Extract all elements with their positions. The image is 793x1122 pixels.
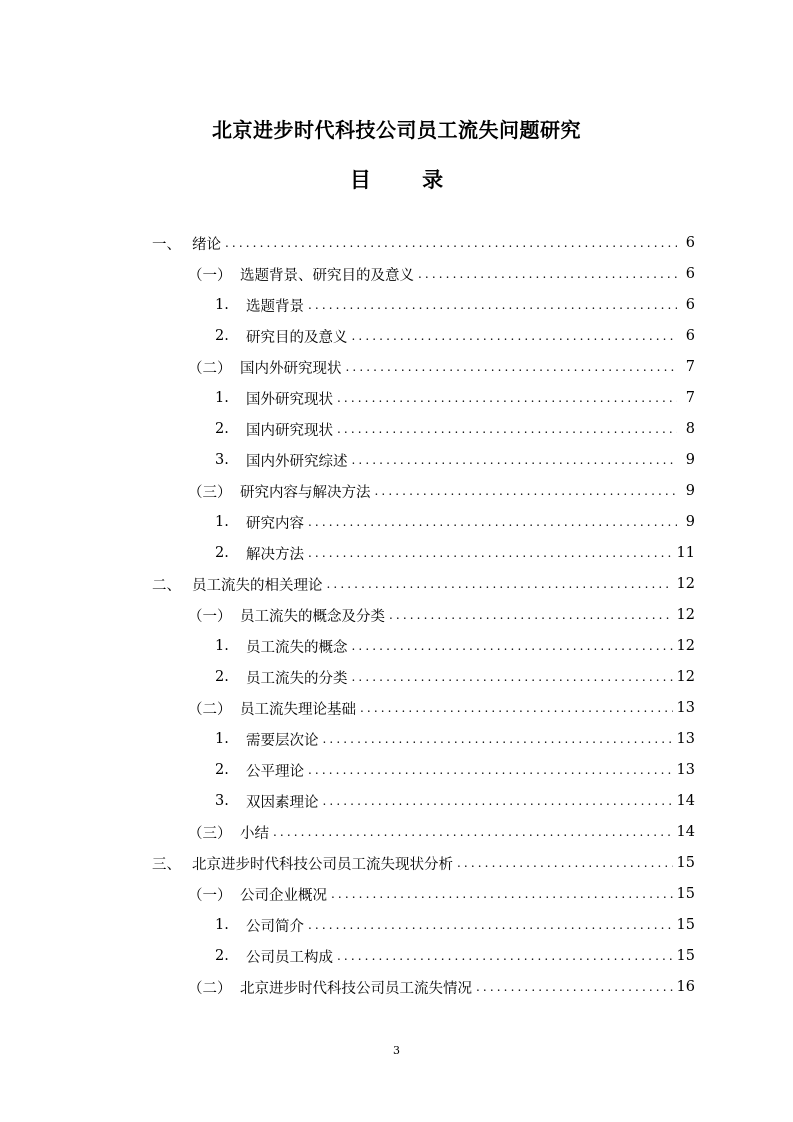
toc-entry-title: 公平理论 bbox=[246, 763, 304, 780]
toc-leader-dots bbox=[476, 980, 673, 994]
toc-entry-number: 1. bbox=[215, 731, 229, 747]
toc-entry-number: 2. bbox=[215, 948, 229, 964]
toc-entry-title: 研究内容与解决方法 bbox=[240, 484, 371, 501]
toc-entry-number: （二） bbox=[188, 701, 232, 718]
toc-entry-number: （二） bbox=[188, 360, 232, 377]
toc-entry-title: 员工流失的概念 bbox=[246, 639, 348, 656]
page-number: 3 bbox=[393, 1044, 400, 1057]
toc-entry-title: 研究内容 bbox=[246, 515, 304, 532]
toc-entry-number: 2. bbox=[215, 545, 229, 561]
toc-entry[interactable] bbox=[188, 479, 695, 503]
toc-entry-title: 员工流失理论基础 bbox=[240, 701, 356, 718]
toc-entry-page: 15 bbox=[676, 917, 695, 933]
toc-entry-number: 一、 bbox=[152, 236, 181, 253]
toc-entry[interactable] bbox=[188, 696, 695, 720]
toc-entry-title: 选题背景 bbox=[246, 298, 304, 315]
toc-heading: 目 录 bbox=[349, 168, 466, 192]
toc-entry-page: 13 bbox=[676, 762, 695, 778]
toc-entry-number: 1. bbox=[215, 514, 229, 530]
toc-entry-page: 11 bbox=[676, 545, 695, 561]
toc-entry-title: 员工流失的分类 bbox=[246, 670, 348, 687]
toc-entry-page: 16 bbox=[676, 979, 695, 995]
toc-entry-number: 2. bbox=[215, 421, 229, 437]
toc-entry-title: 解决方法 bbox=[246, 546, 304, 563]
toc-entry-page: 12 bbox=[676, 576, 695, 592]
toc-entry-page: 9 bbox=[685, 514, 695, 530]
toc-entry[interactable] bbox=[215, 324, 695, 348]
toc-entry-page: 13 bbox=[676, 731, 695, 747]
toc-entry-number: 1. bbox=[215, 390, 229, 406]
toc-entry-title: 绪论 bbox=[192, 236, 221, 253]
toc-entry-title: 选题背景、研究目的及意义 bbox=[240, 267, 414, 284]
toc-entry-title: 公司简介 bbox=[246, 918, 304, 935]
toc-entry-page: 9 bbox=[685, 483, 695, 499]
toc-leader-dots bbox=[308, 298, 677, 312]
toc-entry[interactable] bbox=[215, 417, 695, 441]
toc-entry-number: 2. bbox=[215, 669, 229, 685]
toc-entry[interactable] bbox=[215, 727, 695, 751]
toc-entry-page: 15 bbox=[676, 886, 695, 902]
toc-entry-page: 7 bbox=[685, 390, 695, 406]
toc-leader-dots bbox=[352, 329, 678, 343]
toc-entry[interactable] bbox=[215, 448, 695, 472]
toc-leader-dots bbox=[323, 794, 673, 808]
toc-entry-number: （一） bbox=[188, 267, 232, 284]
toc-entry-title: 国外研究现状 bbox=[246, 391, 333, 408]
toc-entry-number: 2. bbox=[215, 762, 229, 778]
toc-entry-page: 6 bbox=[685, 266, 695, 282]
toc-entry[interactable] bbox=[188, 355, 695, 379]
toc-entry-title: 员工流失的相关理论 bbox=[192, 577, 323, 594]
toc-entry-number: 3. bbox=[215, 793, 229, 809]
toc-entry-page: 14 bbox=[676, 824, 695, 840]
toc-entry[interactable] bbox=[215, 758, 695, 782]
toc-entry-title: 员工流失的概念及分类 bbox=[240, 608, 385, 625]
toc-entry-page: 14 bbox=[676, 793, 695, 809]
toc-leader-dots bbox=[346, 360, 678, 374]
toc-entry-number: 1. bbox=[215, 638, 229, 654]
toc-entry-page: 12 bbox=[676, 638, 695, 654]
toc-entry-number: 二、 bbox=[152, 577, 181, 594]
toc-entry[interactable] bbox=[188, 820, 695, 844]
toc-entry-number: 三、 bbox=[152, 856, 181, 873]
toc-leader-dots bbox=[308, 763, 673, 777]
toc-leader-dots bbox=[389, 608, 673, 622]
toc-leader-dots bbox=[225, 236, 677, 250]
toc-entry[interactable] bbox=[215, 510, 695, 534]
toc-entry[interactable] bbox=[215, 913, 695, 937]
toc-leader-dots bbox=[457, 856, 673, 870]
toc-entry-page: 9 bbox=[685, 452, 695, 468]
toc-leader-dots bbox=[308, 515, 677, 529]
toc-entry-number: （三） bbox=[188, 825, 232, 842]
toc-leader-dots bbox=[360, 701, 673, 715]
toc-leader-dots bbox=[418, 267, 677, 281]
toc-entry-title: 北京进步时代科技公司员工流失现状分析 bbox=[192, 856, 453, 873]
toc-entry[interactable] bbox=[215, 789, 695, 813]
toc-leader-dots bbox=[337, 422, 677, 436]
toc-entry-number: （二） bbox=[188, 980, 232, 997]
toc-entry[interactable] bbox=[215, 386, 695, 410]
toc-entry[interactable] bbox=[152, 231, 695, 255]
toc-entry-title: 国内研究现状 bbox=[246, 422, 333, 439]
toc-entry-title: 研究目的及意义 bbox=[246, 329, 348, 346]
toc-leader-dots bbox=[308, 546, 673, 560]
toc-entry-number: （三） bbox=[188, 484, 232, 501]
toc-leader-dots bbox=[375, 484, 678, 498]
toc-entry-title: 国内外研究现状 bbox=[240, 360, 342, 377]
toc-entry[interactable] bbox=[188, 262, 695, 286]
toc-entry-number: 2. bbox=[215, 328, 229, 344]
toc-entry-number: 1. bbox=[215, 297, 229, 313]
toc-entry-title: 国内外研究综述 bbox=[246, 453, 348, 470]
toc-entry[interactable] bbox=[215, 665, 695, 689]
toc-entry-number: 3. bbox=[215, 452, 229, 468]
toc-entry-title: 公司员工构成 bbox=[246, 949, 333, 966]
toc-leader-dots bbox=[308, 918, 673, 932]
toc-entry[interactable] bbox=[188, 975, 695, 999]
toc-entry-page: 6 bbox=[685, 328, 695, 344]
toc-entry[interactable] bbox=[215, 541, 695, 565]
toc-leader-dots bbox=[273, 825, 673, 839]
toc-leader-dots bbox=[352, 639, 673, 653]
toc-entry-page: 8 bbox=[685, 421, 695, 437]
toc-leader-dots bbox=[337, 949, 673, 963]
toc-entry[interactable] bbox=[152, 572, 695, 596]
toc-entry-page: 6 bbox=[685, 235, 695, 251]
toc-entry-title: 公司企业概况 bbox=[240, 887, 327, 904]
toc-entry-page: 12 bbox=[676, 669, 695, 685]
document-title: 北京进步时代科技公司员工流失问题研究 bbox=[212, 118, 581, 142]
toc-entry-title: 双因素理论 bbox=[246, 794, 319, 811]
toc-leader-dots bbox=[327, 577, 673, 591]
toc-entry-title: 小结 bbox=[240, 825, 269, 842]
toc-entry-page: 12 bbox=[676, 607, 695, 623]
toc-entry-page: 7 bbox=[685, 359, 695, 375]
toc-entry-page: 15 bbox=[676, 855, 695, 871]
toc-entry-page: 15 bbox=[676, 948, 695, 964]
toc-entry[interactable] bbox=[215, 944, 695, 968]
toc-leader-dots bbox=[331, 887, 673, 901]
toc-entry-page: 6 bbox=[685, 297, 695, 313]
toc-entry[interactable] bbox=[215, 293, 695, 317]
toc-entry-number: 1. bbox=[215, 917, 229, 933]
toc-entry[interactable] bbox=[188, 603, 695, 627]
toc-entry[interactable] bbox=[215, 634, 695, 658]
toc-entry-number: （一） bbox=[188, 887, 232, 904]
toc-leader-dots bbox=[337, 391, 677, 405]
toc-entry[interactable] bbox=[152, 851, 695, 875]
toc-entry-title: 需要层次论 bbox=[246, 732, 319, 749]
toc-entry-title: 北京进步时代科技公司员工流失情况 bbox=[240, 980, 472, 997]
toc-entry[interactable] bbox=[188, 882, 695, 906]
toc-leader-dots bbox=[323, 732, 673, 746]
toc-entry-page: 13 bbox=[676, 700, 695, 716]
toc-leader-dots bbox=[352, 453, 678, 467]
toc-entry-number: （一） bbox=[188, 608, 232, 625]
toc-leader-dots bbox=[352, 670, 673, 684]
